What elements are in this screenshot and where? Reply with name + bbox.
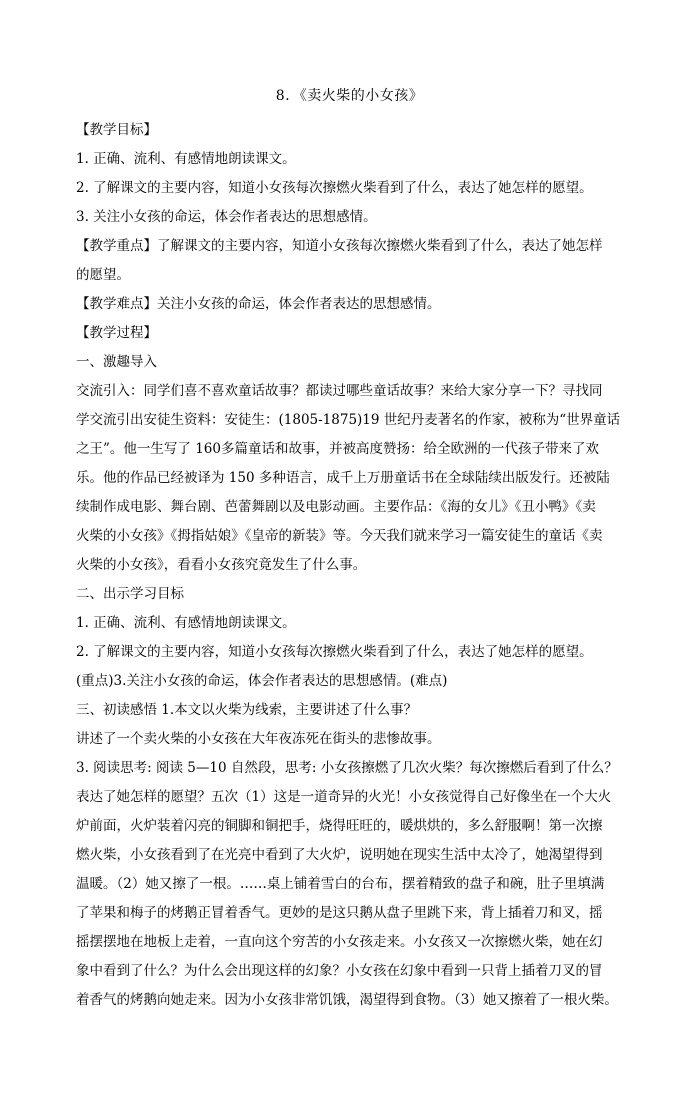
- paragraph-line: 讲述了一个卖火柴的小女孩在大年夜冻死在街头的悲惨故事。: [76, 731, 441, 747]
- paragraph-line: 之王”。他一生写了 160多篇童话和故事，并被高度赞扬：给全欧洲的一代孩子带来了欢: [76, 441, 599, 457]
- section-heading-objectives: 【教学目标】: [76, 122, 157, 138]
- paragraph-line: 象中看到了什么？为什么会出现这样的幻象？小女孩在幻象中看到一只背上插着刀叉的冒: [76, 963, 603, 979]
- paragraph-line: 1. 正确、流利、有感情地朗读课文。: [76, 615, 296, 631]
- paragraph-line: 【教学难点】关注小女孩的命运，体会作者表达的思想感情。: [76, 296, 441, 312]
- paragraph-line: 温暖。（2）她又擦了一根。……桌上铺着雪白的台布，摆着精致的盘子和碗，肚子里填满: [76, 876, 605, 892]
- document-body: [76, 116, 632, 1015]
- document-title: 8．《卖火柴的小女孩》: [275, 88, 424, 104]
- paragraph-line: 2. 了解课文的主要内容，知道小女孩每次擦燃火柴看到了什么，表达了她怎样的愿望。: [76, 180, 593, 196]
- section-heading-goals: 二、出示学习目标: [76, 586, 184, 602]
- paragraph-line: 续制作成电影、舞台剧、芭蕾舞剧以及电影动画。主要作品：《海的女儿》《丑小鸭》《卖: [76, 499, 596, 515]
- paragraph-line: (重点)3.关注小女孩的命运，体会作者表达的思想感情。(难点): [76, 673, 448, 689]
- paragraph-line: 3. 关注小女孩的命运，体会作者表达的思想感情。: [76, 209, 377, 225]
- paragraph-line: 的愿望。: [76, 267, 130, 283]
- section-heading-process: 【教学过程】: [76, 325, 157, 341]
- paragraph-line: 【教学重点】了解课文的主要内容，知道小女孩每次擦燃火柴看到了什么，表达了她怎样: [76, 238, 603, 254]
- paragraph-line: 2. 了解课文的主要内容，知道小女孩每次擦燃火柴看到了什么，表达了她怎样的愿望。: [76, 644, 593, 660]
- paragraph-line: 1. 正确、流利、有感情地朗读课文。: [76, 151, 296, 167]
- paragraph-line: 了苹果和梅子的烤鹅正冒着香气。更妙的是这只鹅从盘子里跳下来，背上插着刀和叉，摇: [76, 905, 603, 921]
- paragraph-line: 3. 阅读思考: 阅读 5—10 自然段，思考: 小女孩擦燃了几次火柴？每次擦燃后看到了什么？: [76, 760, 618, 776]
- section-heading-reading: 三、初读感悟 1.本文以火柴为线索，主要讲述了什么事？: [76, 702, 418, 718]
- paragraph-line: 学交流引出安徒生资料：安徒生：(1805-1875)19 世纪丹麦著名的作家，被称为“世界童话: [76, 412, 621, 428]
- paragraph-line: 乐。他的作品已经被译为 150 多种语言，成千上万册童话书在全球陆续出版发行。还被陆: [76, 470, 610, 486]
- paragraph-line: 火柴的小女孩》《拇指姑娘》《皇帝的新装》等。今天我们就来学习一篇安徒生的童话《卖: [76, 528, 603, 544]
- paragraph-line: 摇摆摆地在地板上走着，一直向这个穷苦的小女孩走来。小女孩又一次擦燃火柴，她在幻: [76, 934, 603, 950]
- paragraph-line: 交流引入：同学们喜不喜欢童话故事？都读过哪些童话故事？来给大家分享一下？寻找同: [76, 383, 603, 399]
- paragraph-line: 火柴的小女孩》，看看小女孩究竟发生了什么事。: [76, 557, 367, 573]
- paragraph-line: 燃火柴，小女孩看到了在光亮中看到了大火炉，说明她在现实生活中太冷了，她渴望得到: [76, 847, 603, 863]
- paragraph-line: 炉前面，火炉装着闪亮的铜脚和铜把手，烧得旺旺的，暖烘烘的，多么舒服啊！第一次擦: [76, 818, 603, 834]
- paragraph-line: 着香气的烤鹅向她走来。因为小女孩非常饥饿，渴望得到食物。（3）她又擦着了一根火柴。: [76, 992, 618, 1008]
- section-heading-intro: 一、激趣导入: [76, 354, 157, 370]
- paragraph-line: 表达了她怎样的愿望？五次（1）这是一道奇异的火光！小女孩觉得自己好像坐在一个大火: [76, 789, 612, 805]
